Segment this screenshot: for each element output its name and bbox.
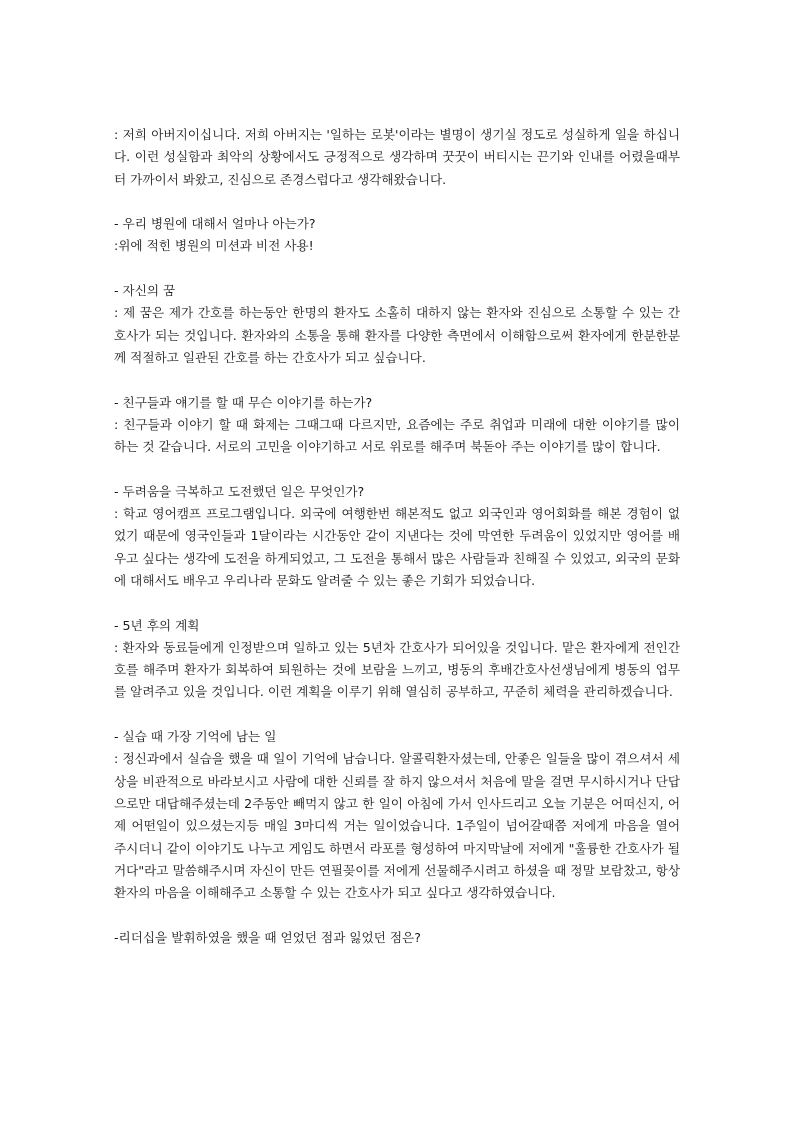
question-leadership: -리더십을 발휘하였을 했을 때 얻었던 점과 잃었던 점은? [114,929,421,945]
spacer [114,458,680,480]
spacer [114,904,680,926]
answer-role-model: : 저희 아버지이십니다. 저희 아버지는 '일하는 로봇'이라는 별명이 생기실 정도로 성실하게 일을 하십니다. 이런 성실함과 최악의 상황에서도 긍정적으로 생각하며 꿋꿋이 버티시는 끈기와 인내를 어렸을때부터 가까이서 봐왔고, 진심으로 존경스럽다고 생각해왔습니다. [114,127,680,187]
spacer [114,369,680,391]
question-practicum-memory: - 실습 때 가장 기억에 남는 일 [114,729,277,745]
answer-friends-talk: : 친구들과 이야기 할 때 화제는 그때그때 다르지만, 요즘에는 주로 취업과 미래에 대한 이야기를 많이 하는 것 같습니다. 서로의 고민을 이야기하고 서로 위로를 해주며 북돋아 주는 이야기를 많이 합니다. [114,416,680,455]
answer-overcoming-fear: : 학교 영어캠프 프로그램입니다. 외국에 여행한번 해본적도 없고 외국인과 영어회화를 해본 경험이 없었기 때문에 영국인들과 1달이라는 시간동안 같이 지낸다는 것에 막연한 두려움이 있었지만 영어를 배우고 싶다는 생각에 도전을 하게되었고, 그 도전을 통해서 많은 사람들과 친해질 수 있었고, 외국의 문화에 대해서도 배우고 우리나라 문화도 알려줄 수 있는 좋은 기회가 되었습니다. [114,506,680,588]
question-friends-talk: - 친구들과 얘기를 할 때 무슨 이야기를 하는가? [114,394,373,410]
question-hospital-knowledge: - 우리 병원에 대해서 얼마나 아는가? [114,216,316,232]
answer-dream: : 제 꿈은 제가 간호를 하는동안 한명의 환자도 소홀히 대하지 않는 환자와 진심으로 소통할 수 있는 간호사가 되는 것입니다. 환자와의 소통을 통해 환자를 다양한 측면에서 이해함으로써 환자에게 한분한분께 적절하고 일관된 간호를 하는 간호사가 되고 싶습니다. [114,305,680,365]
answer-practicum-memory: : 정신과에서 실습을 했을 때 일이 기억에 남습니다. 알콜릭환자셨는데, 안좋은 일들을 많이 겪으셔서 세상을 비관적으로 바라보시고 사람에 대한 신뢰를 잘 하지 않으셔서 처음에 말을 걸면 무시하시거나 단답으로만 대답해주셨는데 2주동안 빼먹지 않고 한 일이 아침에 가서 인사드리고 오늘 기분은 어떠신지, 어제 어떤일이 있으셨는지등 매일 3마디씩 거는 일이었습니다. 1주일이 넘어갈때쯤 저에게 마음을 열어 주시더니 같이 이야기도 나누고 게임도 하면서 라포를 형성하여 마지막날에 저에게 "훌륭한 간호사가 될 거다"라고 말씀해주시며 자신이 만든 연필꽂이를 저에게 선물해주시려고 하셨을 때 정말 보람찼고, 항상 환자의 마음을 이해해주고 소통할 수 있는 간호사가 되고 싶다고 생각하였습니다. [114,751,680,901]
question-five-year-plan: - 5년 후의 계획 [114,617,200,633]
spacer [114,592,680,614]
document-page [114,124,680,949]
spacer [114,191,680,213]
answer-hospital-knowledge: :위에 적힌 병원의 미션과 비전 사용! [114,238,314,254]
question-overcoming-fear: - 두려움을 극복하고 도전했던 일은 무엇인가? [114,483,365,499]
spacer [114,258,680,280]
answer-five-year-plan: : 환자와 동료들에게 인정받으며 일하고 있는 5년차 간호사가 되어있을 것입니다. 맡은 환자에게 전인간호를 해주며 환자가 회복하여 퇴원하는 것에 보람을 느끼고, 병동의 후배간호사선생님에게 병동의 업무를 알려주고 있을 것입니다. 이런 계획을 이루기 위해 열심히 공부하고, 꾸준히 체력을 관리하겠습니다. [114,639,680,700]
question-dream: - 자신의 꿈 [114,283,176,299]
spacer [114,704,680,726]
